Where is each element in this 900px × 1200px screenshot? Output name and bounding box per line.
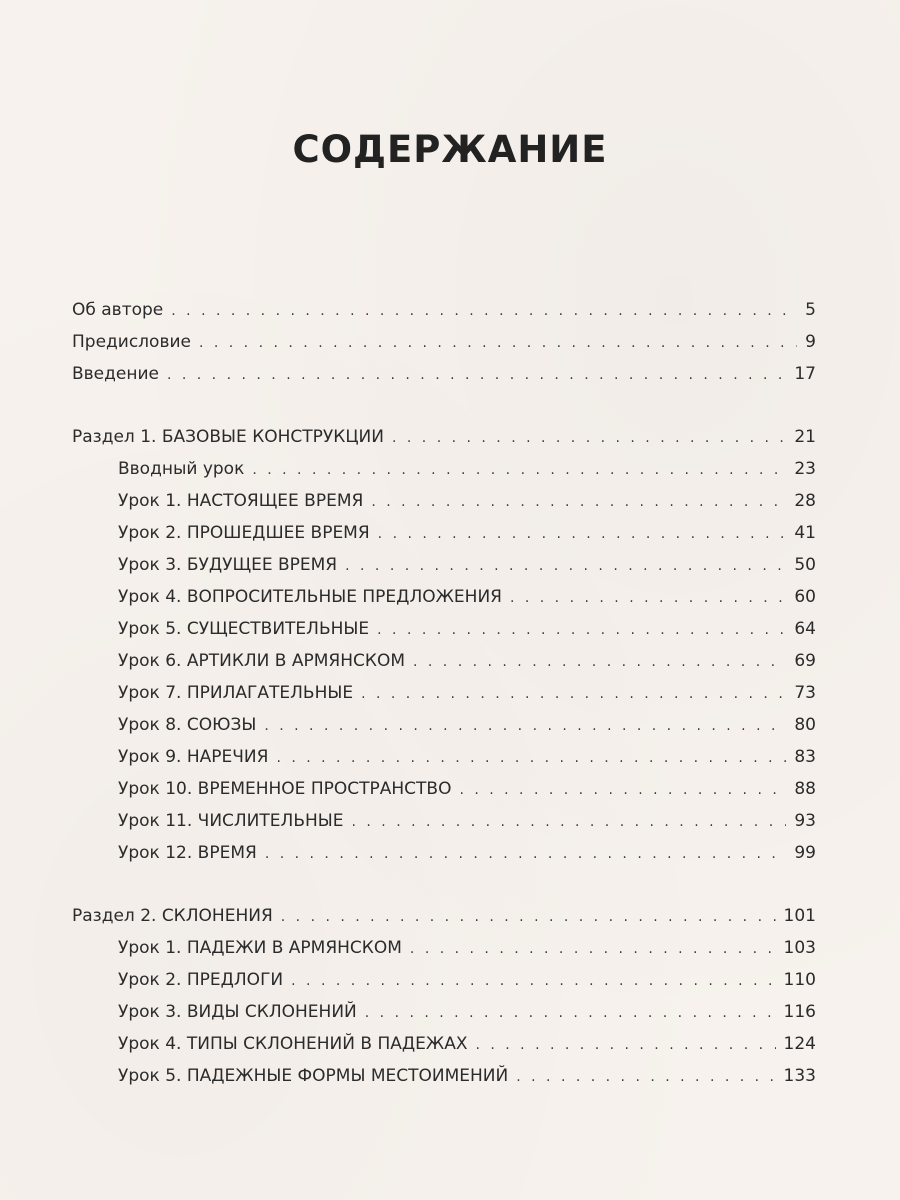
toc-lesson: [72, 677, 816, 709]
toc-lesson-label: Урок 9. НАРЕЧИЯ: [118, 747, 269, 767]
toc-lesson-page: 69: [794, 651, 816, 671]
toc-entry-label: Предисловие: [72, 332, 191, 352]
dot-leader: [392, 422, 786, 454]
toc-lesson-page: 99: [794, 843, 816, 863]
dot-leader: [361, 678, 786, 710]
toc-lesson: [72, 741, 816, 773]
toc-lesson-label: Урок 10. ВРЕМЕННОЕ ПРОСТРАНСТВО: [118, 779, 452, 799]
toc-lesson-label: Урок 1. НАСТОЯЩЕЕ ВРЕМЯ: [118, 491, 364, 511]
toc-lesson: [72, 645, 816, 677]
toc-lesson-page: 73: [794, 683, 816, 703]
toc-entry-about-author: [72, 294, 816, 326]
toc-lesson-label: Вводный урок: [118, 459, 245, 479]
toc-lesson-page: 60: [794, 587, 816, 607]
section-1-group: [72, 421, 816, 869]
dot-leader: [281, 901, 776, 933]
toc-lesson-page: 80: [794, 715, 816, 735]
toc-lesson-label: Урок 5. ПАДЕЖНЫЕ ФОРМЫ МЕСТОИМЕНИЙ: [118, 1066, 509, 1086]
toc-lesson: [72, 581, 816, 613]
dot-leader: [475, 1029, 775, 1061]
toc-entry-introduction: [72, 358, 816, 390]
toc-lesson: [72, 613, 816, 645]
toc-lesson: [72, 964, 816, 996]
toc-lesson-label: Урок 4. ТИПЫ СКЛОНЕНИЙ В ПАДЕЖАХ: [118, 1034, 468, 1054]
toc-entry-preface: [72, 326, 816, 358]
dot-leader: [276, 742, 786, 774]
front-matter-group: [72, 294, 816, 390]
dot-leader: [345, 550, 786, 582]
toc-lesson-page: 50: [794, 555, 816, 575]
toc-lesson: [72, 996, 816, 1028]
toc-lesson: [72, 549, 816, 581]
toc-lesson-page: 110: [783, 970, 816, 990]
toc-lesson-label: Урок 2. ПРЕДЛОГИ: [118, 970, 284, 990]
toc-lesson-label: Урок 5. СУЩЕСТВИТЕЛЬНЫЕ: [118, 619, 370, 639]
toc-lesson-label: Урок 2. ПРОШЕДШЕЕ ВРЕМЯ: [118, 523, 370, 543]
dot-leader: [510, 582, 786, 614]
toc-lesson: [72, 485, 816, 517]
toc-lesson: [72, 837, 816, 869]
toc-lesson: [72, 773, 816, 805]
toc-lesson-page: 28: [794, 491, 816, 511]
toc-entry-label: Об авторе: [72, 300, 164, 320]
toc-lesson: [72, 517, 816, 549]
toc-lesson-page: 93: [794, 811, 816, 831]
toc-entry-page: 9: [805, 332, 816, 352]
dot-leader: [377, 614, 786, 646]
toc-lesson-label: Урок 11. ЧИСЛИТЕЛЬНЫЕ: [118, 811, 344, 831]
toc-lesson-page: 64: [794, 619, 816, 639]
toc-section-label: Раздел 2. СКЛОНЕНИЯ: [72, 906, 273, 926]
table-of-contents: [72, 294, 816, 1123]
toc-lesson: [72, 932, 816, 964]
toc-lesson-page: 83: [794, 747, 816, 767]
toc-lesson: [72, 1060, 816, 1092]
dot-leader: [365, 997, 776, 1029]
toc-lesson: [72, 709, 816, 741]
toc-lesson-page: 116: [783, 1002, 816, 1022]
toc-section-page: 101: [783, 906, 816, 926]
toc-lesson-label: Урок 7. ПРИЛАГАТЕЛЬНЫЕ: [118, 683, 354, 703]
dot-leader: [516, 1061, 775, 1093]
toc-entry-label: Введение: [72, 364, 159, 384]
dot-leader: [264, 710, 786, 742]
dot-leader: [171, 295, 797, 327]
toc-lesson-label: Урок 4. ВОПРОСИТЕЛЬНЫЕ ПРЕДЛОЖЕНИЯ: [118, 587, 502, 607]
dot-leader: [252, 454, 786, 486]
dot-leader: [291, 965, 775, 997]
toc-lesson-label: Урок 6. АРТИКЛИ В АРМЯНСКОМ: [118, 651, 405, 671]
page-title: СОДЕРЖАНИЕ: [292, 128, 608, 171]
toc-entry-page: 5: [805, 300, 816, 320]
toc-lesson-label: Урок 3. ВИДЫ СКЛОНЕНИЙ: [118, 1002, 357, 1022]
toc-lesson-page: 88: [794, 779, 816, 799]
dot-leader: [352, 806, 787, 838]
toc-lesson-page: 23: [794, 459, 816, 479]
toc-lesson: [72, 453, 816, 485]
dot-leader: [413, 646, 786, 678]
toc-lesson-label: Урок 3. БУДУЩЕЕ ВРЕМЯ: [118, 555, 338, 575]
toc-lesson-label: Урок 8. СОЮЗЫ: [118, 715, 257, 735]
dot-leader: [167, 359, 786, 391]
toc-section-2: [72, 900, 816, 932]
toc-lesson: [72, 805, 816, 837]
toc-lesson: [72, 1028, 816, 1060]
toc-lesson-label: Урок 12. ВРЕМЯ: [118, 843, 257, 863]
toc-lesson-page: 124: [783, 1034, 816, 1054]
toc-section-1: [72, 421, 816, 453]
toc-section-page: 21: [794, 427, 816, 447]
toc-lesson-page: 41: [794, 523, 816, 543]
dot-leader: [371, 486, 786, 518]
toc-entry-page: 17: [794, 364, 816, 384]
dot-leader: [459, 774, 786, 806]
dot-leader: [199, 327, 797, 359]
dot-leader: [265, 838, 787, 870]
dot-leader: [410, 933, 776, 965]
dot-leader: [378, 518, 787, 550]
toc-section-label: Раздел 1. БАЗОВЫЕ КОНСТРУКЦИИ: [72, 427, 384, 447]
toc-lesson-page: 133: [783, 1066, 816, 1086]
toc-lesson-label: Урок 1. ПАДЕЖИ В АРМЯНСКОМ: [118, 938, 402, 958]
section-2-group: [72, 900, 816, 1092]
toc-lesson-page: 103: [783, 938, 816, 958]
